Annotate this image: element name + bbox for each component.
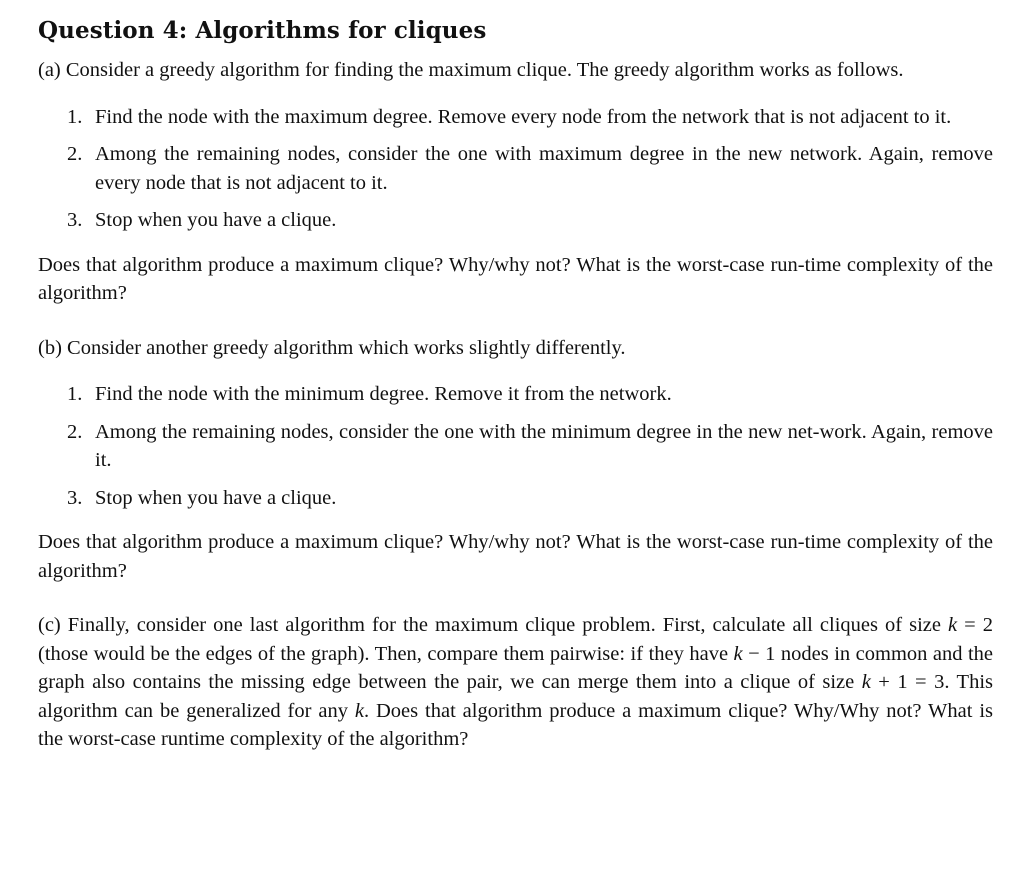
math-k: k [861,671,871,693]
list-item [67,380,993,409]
step-number: 2. [67,143,83,165]
question-title: Question 4: Algorithms for cliques [38,17,487,44]
math-k: k [948,614,958,636]
step-text: Stop when you have a clique. [95,209,337,231]
document-page [38,14,993,754]
step-text: Find the node with the maximum degree. Remove every node from the network that is not adjacent to it. [95,105,952,128]
step-text: Find the node with the minimum degree. Remove it from the network. [95,383,672,405]
part-b-steps [38,380,993,512]
part-a-steps [38,103,993,235]
list-item [67,103,993,132]
step-number: 3. [67,486,83,509]
part-c-text: = 2 (those would be the edges of the graph). Then, compare them pairwise: if they have [38,614,993,665]
step-number: 1. [67,105,83,128]
step-number: 3. [67,209,83,231]
part-b [38,334,993,586]
part-b-intro: (b) Consider another greedy algorithm which works slightly differently. [38,336,626,359]
step-text: Among the remaining nodes, consider the one with maximum degree in the new network. Again, remove every node that is not adjacent to it. [95,143,993,194]
list-item [67,206,993,235]
part-c-text: . Does that algorithm produce a maximum clique? Why/Why not? What is the worst-case runtime complexity of the algorithm? [38,699,993,750]
step-number: 1. [67,383,83,405]
part-c-text: − 1 nodes in common and the graph also contains the missing edge between the pair, we can merge them into a clique of size [38,642,993,693]
list-item [67,418,993,475]
part-a-intro: (a) Consider a greedy algorithm for finding the maximum clique. The greedy algorithm works as follows. [38,59,904,81]
part-c-text: (c) Finally, consider one last algorithm for the maximum clique problem. First, calculate all cliques of size [38,614,949,636]
part-c-text: + 1 = 3. This algorithm can be generalized for any [38,671,993,722]
math-k: k [354,699,364,722]
part-b-question: Does that algorithm produce a maximum clique? Why/why not? What is the worst-case run-time complexity of the algorithm? [38,531,993,582]
step-number: 2. [67,420,83,443]
part-c [38,611,993,754]
list-item [67,484,993,513]
step-text: Stop when you have a clique. [95,486,337,509]
part-a-question: Does that algorithm produce a maximum clique? Why/why not? What is the worst-case run-time complexity of the algorithm? [38,253,993,304]
step-text: Among the remaining nodes, consider the one with the minimum degree in the new net-work. Again, remove it. [95,420,993,471]
math-k: k [733,642,743,665]
part-c-paragraph [38,611,993,754]
list-item [67,140,993,197]
part-a [38,56,993,308]
